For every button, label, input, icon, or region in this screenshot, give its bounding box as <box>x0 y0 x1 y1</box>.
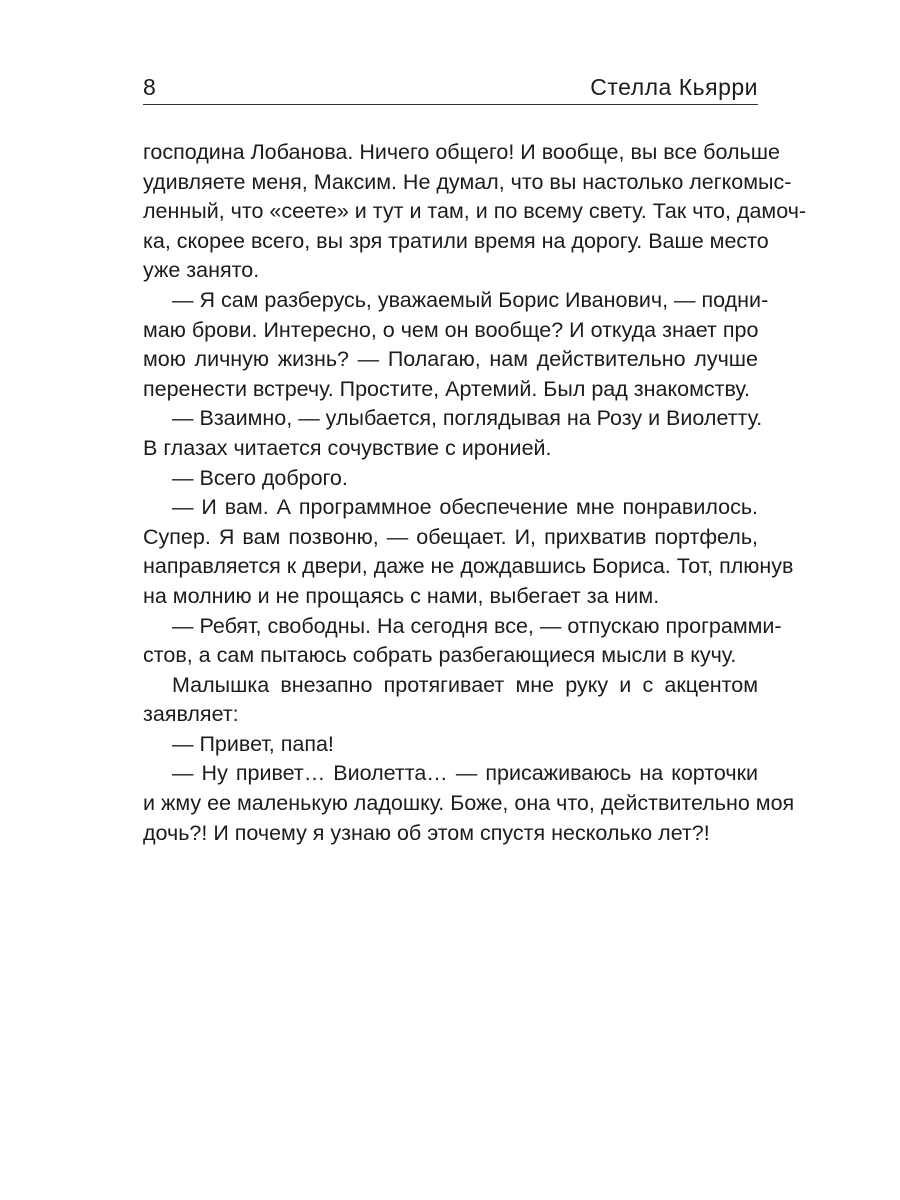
header-rule <box>143 104 758 105</box>
page-number: 8 <box>143 74 156 100</box>
text-line: — И вам. А программное обеспечение мне понравилось. <box>172 495 758 520</box>
text-line: господина Лобанова. Ничего общего! И вообще, вы все больше <box>143 140 780 164</box>
text-line: направляется к двери, даже не дождавшись Бориса. Тот, плюнув <box>143 554 794 579</box>
text-line: уже занято. <box>143 258 260 283</box>
text-line: ленный, что «сеете» и тут и там, и по всему свету. Так что, дамоч- <box>143 199 807 224</box>
text-line: — Ну привет… Виолетта… — присаживаюсь на корточки <box>172 761 758 786</box>
body-text <box>143 138 807 848</box>
text-line: и жму ее маленькую ладошку. Боже, она что, действительно моя <box>143 791 795 816</box>
text-line: Малышка внезапно протягивает мне руку и с акцентом <box>172 672 758 697</box>
text-line: Супер. Я вам позвоню, — обещает. И, прихватив портфель, <box>143 524 758 549</box>
text-line: В глазах читается сочувствие с иронией. <box>143 435 552 460</box>
text-line: мою личную жизнь? — Полагаю, нам действительно лучше <box>143 347 758 372</box>
text-line: стов, а сам пытаюсь собрать разбегающиеся мысли в кучу. <box>143 643 737 668</box>
text-line: — Привет, папа! <box>172 731 334 756</box>
text-line: — Взаимно, — улыбается, поглядывая на Розу и Виолетту. <box>172 406 763 431</box>
text-line: перенести встречу. Простите, Артемий. Был рад знакомству. <box>143 376 750 401</box>
text-line: удивляете меня, Максим. Не думал, что вы настолько легкомыс- <box>143 169 792 194</box>
running-header-author: Стелла Кьярри <box>590 74 758 100</box>
text-line: ка, скорее всего, вы зря тратили время на дорогу. Ваше место <box>143 228 769 253</box>
text-line: на молнию и не прощаясь с нами, выбегает за ним. <box>143 583 660 608</box>
text-line: маю брови. Интересно, о чем он вообще? И откуда знает про <box>143 317 759 342</box>
text-line: дочь?! И почему я узнаю об этом спустя несколько лет?! <box>143 820 710 845</box>
text-line: — Всего доброго. <box>172 465 348 490</box>
text-line: заявляет: <box>143 702 239 727</box>
text-line: — Я сам разберусь, уважаемый Борис Иванович, — подни- <box>172 287 769 312</box>
text-line: — Ребят, свободны. На сегодня все, — отпускаю программи- <box>172 613 782 638</box>
running-header <box>143 72 758 102</box>
